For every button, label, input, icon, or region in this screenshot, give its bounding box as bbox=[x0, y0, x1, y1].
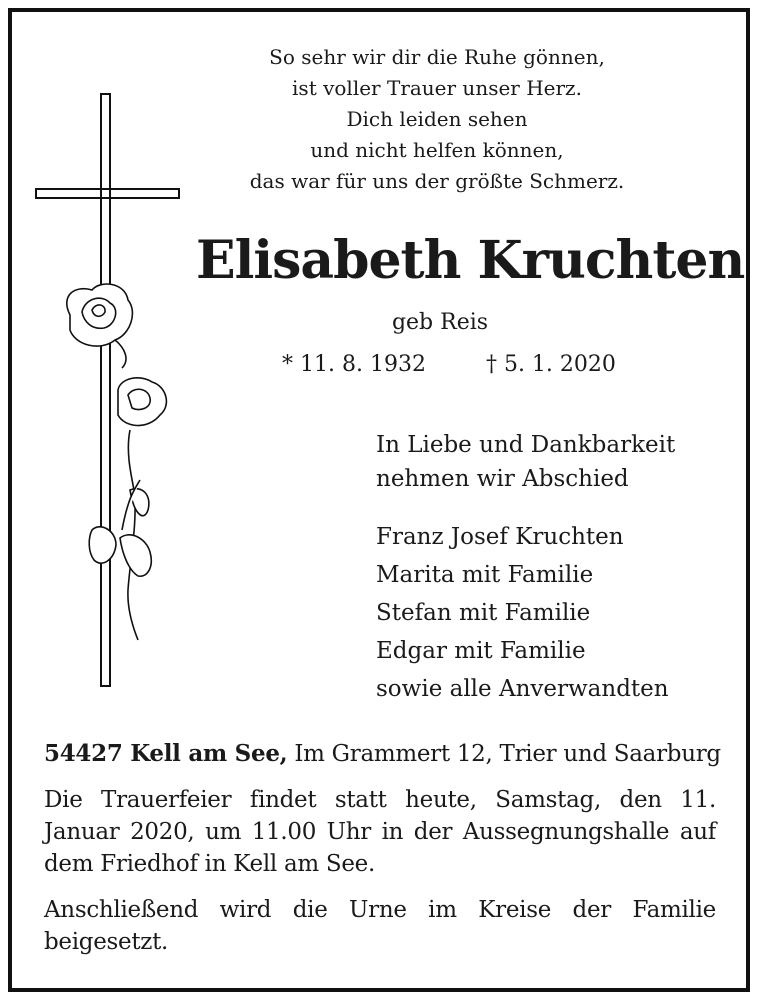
mourners-list bbox=[376, 518, 669, 708]
address-line bbox=[44, 740, 721, 767]
mourner: sowie alle Anverwandten bbox=[376, 676, 669, 702]
address-place: 54427 Kell am See, bbox=[44, 740, 288, 767]
mourner: Edgar mit Familie bbox=[376, 638, 586, 664]
mourner: Franz Josef Kruchten bbox=[376, 524, 624, 550]
poem-line: Dich leiden sehen bbox=[346, 107, 528, 131]
life-dates bbox=[282, 352, 616, 377]
ceremony-text: Die Trauerfeier findet statt heute, Samstag, den 11. Januar 2020, um 11.00 Uhr in der Aussegnungshalle auf dem Friedhof in Kell am See. bbox=[44, 787, 716, 877]
farewell-line: nehmen wir Abschied bbox=[376, 466, 629, 492]
farewell-text bbox=[376, 428, 675, 496]
death-date: † 5. 1. 2020 bbox=[485, 352, 616, 377]
maiden-name: geb Reis bbox=[391, 310, 489, 335]
burial-text: Anschließend wird die Urne im Kreise der Familie beigesetzt. bbox=[44, 897, 716, 955]
mourner: Marita mit Familie bbox=[376, 562, 594, 588]
rose-icon bbox=[67, 284, 167, 640]
poem-line: und nicht helfen können, bbox=[310, 138, 564, 162]
poem bbox=[232, 42, 642, 197]
poem-line: ist voller Trauer unser Herz. bbox=[292, 76, 582, 100]
poem-line: So sehr wir dir die Ruhe gönnen, bbox=[269, 45, 605, 69]
cross-with-roses-icon bbox=[30, 90, 190, 690]
deceased-name: Elisabeth Kruchten bbox=[196, 230, 745, 291]
farewell-line: In Liebe und Dankbarkeit bbox=[376, 432, 676, 458]
birth-date: * 11. 8. 1932 bbox=[282, 352, 426, 377]
poem-line: das war für uns der größte Schmerz. bbox=[249, 169, 625, 193]
mourner: Stefan mit Familie bbox=[376, 600, 591, 626]
address-rest: Im Grammert 12, Trier und Saarburg bbox=[287, 741, 721, 767]
